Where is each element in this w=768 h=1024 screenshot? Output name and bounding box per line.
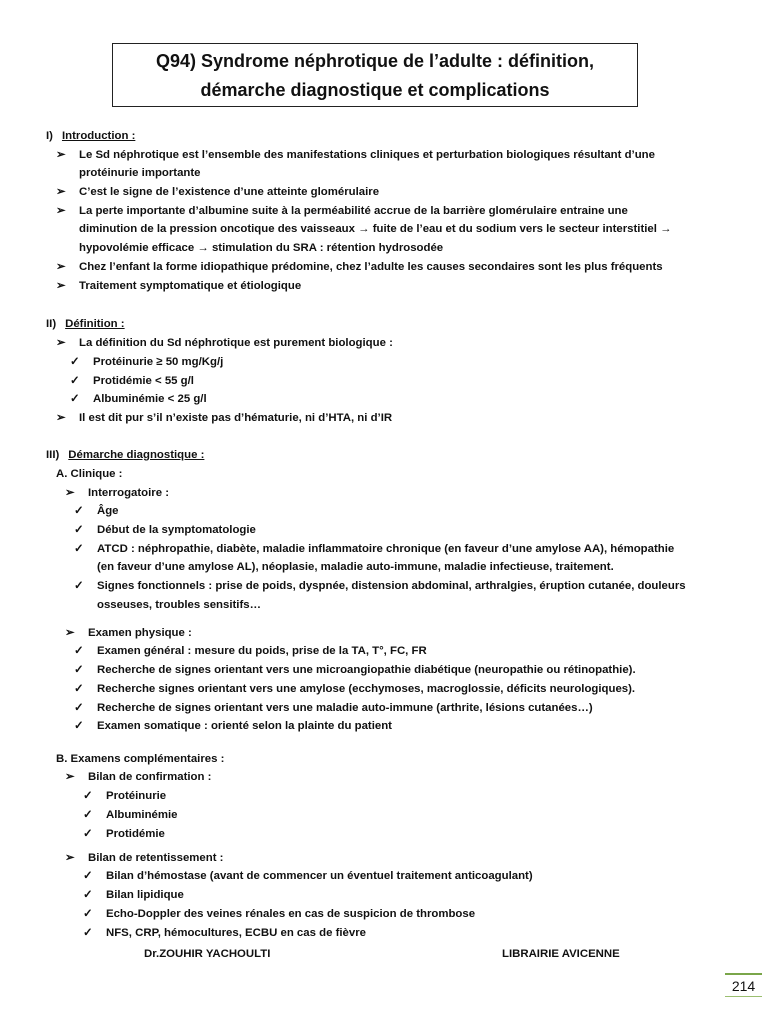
- checkmark-icon: ✓: [74, 664, 84, 676]
- document-title-line-1: Q94) Syndrome néphrotique de l’adulte : définition,: [155, 51, 595, 71]
- text-line: (en faveur d’une amylose AL), néoplasie, maladie auto-immune, maladie infectieuse, traitement.: [97, 561, 614, 573]
- item-text: ATCD : néphropathie, diabète, maladie inflammatoire chronique (en faveur d’une amylose AA), hémopathie: [97, 543, 675, 555]
- item-text: La perte importante d’albumine suite à la perméabilité accrue de la barrière glomérulaire entraine une: [79, 205, 628, 217]
- checkmark-icon: ✓: [70, 393, 80, 405]
- checkmark-icon: ✓: [74, 702, 84, 714]
- item-text: Bilan de confirmation :: [88, 771, 212, 783]
- item-text: Protéinurie: [106, 790, 167, 802]
- checkmark-icon: ✓: [83, 870, 93, 882]
- item-text: Recherche de signes orientant vers une microangiopathie diabétique (neuropathie ou rétinopathie).: [97, 664, 636, 676]
- item-text: Bilan lipidique: [106, 889, 184, 901]
- item-text: Âge: [97, 505, 119, 517]
- text-line: A. Clinique :: [56, 468, 123, 480]
- item-text: Protéinurie ≥ 50 mg/Kg/j: [93, 356, 224, 368]
- check-item: [74, 577, 686, 595]
- bullet-item: [65, 484, 169, 502]
- bullet-item: [56, 277, 301, 295]
- check-item: [70, 353, 223, 371]
- item-text: Interrogatoire :: [88, 487, 170, 499]
- checkmark-icon: ✓: [83, 790, 93, 802]
- bullet-item: [56, 409, 392, 427]
- arrow-bullet-icon: ➢: [56, 412, 66, 424]
- arrow-bullet-icon: ➢: [56, 149, 66, 161]
- section-title: Définition :: [65, 318, 125, 330]
- checkmark-icon: ✓: [74, 720, 84, 732]
- check-item: [83, 825, 165, 843]
- arrow-bullet-icon: ➢: [56, 205, 66, 217]
- check-item: [74, 502, 119, 520]
- check-item: [83, 924, 366, 942]
- checkmark-icon: ✓: [83, 927, 93, 939]
- item-text: Signes fonctionnels : prise de poids, dyspnée, distension abdominal, arthralgies, éruption cutanée, douleurs: [97, 580, 686, 592]
- item-text: Examen général : mesure du poids, prise de la TA, T°, FC, FR: [97, 645, 427, 657]
- section-heading: [46, 446, 204, 464]
- arrow-bullet-icon: ➢: [65, 852, 75, 864]
- check-item: [70, 372, 194, 390]
- section-title: Démarche diagnostique :: [68, 449, 205, 461]
- item-text: Protidémie < 55 g/l: [93, 375, 194, 387]
- check-item: [74, 699, 593, 717]
- footer-author: Dr.ZOUHIR YACHOULTI: [144, 948, 271, 960]
- title-box: [112, 43, 638, 107]
- section-heading: [46, 315, 125, 333]
- bullet-item: [56, 258, 663, 276]
- checkmark-icon: ✓: [74, 505, 84, 517]
- checkmark-icon: ✓: [83, 889, 93, 901]
- item-text: Albuminémie: [106, 809, 178, 821]
- item-text: Examen somatique : orienté selon la plainte du patient: [97, 720, 392, 732]
- item-text: La définition du Sd néphrotique est purement biologique :: [79, 337, 393, 349]
- item-text: C’est le signe de l’existence d’une atteinte glomérulaire: [79, 186, 380, 198]
- arrow-bullet-icon: ➢: [56, 186, 66, 198]
- bullet-item: [65, 849, 223, 867]
- item-text: Examen physique :: [88, 627, 192, 639]
- bullet-item: [56, 202, 628, 220]
- check-item: [83, 867, 533, 885]
- document-title-line-2: démarche diagnostique et complications: [200, 80, 550, 100]
- checkmark-icon: ✓: [83, 828, 93, 840]
- arrow-bullet-icon: ➢: [65, 627, 75, 639]
- arrow-bullet-icon: ➢: [65, 487, 75, 499]
- arrow-bullet-icon: ➢: [65, 771, 75, 783]
- check-item: [74, 642, 427, 660]
- item-text: Recherche de signes orientant vers une maladie auto-immune (arthrite, lésions cutanées…): [97, 702, 593, 714]
- item-text: Le Sd néphrotique est l’ensemble des manifestations cliniques et perturbation biologiques résultant d’une: [79, 149, 655, 161]
- arrow-bullet-icon: ➢: [56, 261, 66, 273]
- check-item: [74, 717, 392, 735]
- check-item: [74, 661, 636, 679]
- arrow-bullet-icon: ➢: [56, 280, 66, 292]
- item-text: Il est dit pur s’il n’existe pas d’hématurie, ni d’HTA, ni d’IR: [79, 412, 393, 424]
- section-number: III): [46, 449, 60, 461]
- section-title: Introduction :: [61, 130, 136, 142]
- item-text: Bilan d’hémostase (avant de commencer un éventuel traitement anticoagulant): [106, 870, 533, 882]
- bullet-item: [56, 334, 393, 352]
- item-text: NFS, CRP, hémocultures, ECBU en cas de fièvre: [106, 927, 366, 939]
- check-item: [83, 886, 184, 904]
- text-line: osseuses, troubles sensitifs…: [97, 599, 261, 611]
- check-item: [83, 806, 178, 824]
- check-item: [70, 390, 207, 408]
- item-text: Protidémie: [106, 828, 165, 840]
- item-text: Traitement symptomatique et étiologique: [79, 280, 302, 292]
- bullet-item: [56, 183, 379, 201]
- text-line: diminution de la pression oncotique des vaisseaux → fuite de l’eau et du sodium vers le secteur interstitiel →: [79, 223, 672, 235]
- checkmark-icon: ✓: [74, 580, 84, 592]
- item-text: Echo-Doppler des veines rénales en cas de suspicion de thrombose: [106, 908, 476, 920]
- check-item: [83, 787, 166, 805]
- section-number: II): [46, 318, 57, 330]
- page-number: 214: [725, 973, 762, 997]
- checkmark-icon: ✓: [74, 524, 84, 536]
- checkmark-icon: ✓: [70, 375, 80, 387]
- arrow-bullet-icon: ➢: [56, 337, 66, 349]
- checkmark-icon: ✓: [83, 809, 93, 821]
- item-text: Recherche signes orientant vers une amylose (ecchymoses, macroglossie, déficits neurologiques).: [97, 683, 636, 695]
- section-number: I): [46, 130, 53, 142]
- check-item: [83, 905, 475, 923]
- check-item: [74, 680, 635, 698]
- item-text: Chez l’enfant la forme idiopathique prédomine, chez l’adulte les causes secondaires sont les plus fréquents: [79, 261, 663, 273]
- checkmark-icon: ✓: [74, 543, 84, 555]
- check-item: [74, 540, 674, 558]
- section-heading: [46, 127, 135, 145]
- checkmark-icon: ✓: [83, 908, 93, 920]
- item-text: Début de la symptomatologie: [97, 524, 256, 536]
- text-line: protéinurie importante: [79, 167, 201, 179]
- text-line: B. Examens complémentaires :: [56, 753, 225, 765]
- item-text: Bilan de retentissement :: [88, 852, 224, 864]
- bullet-item: [65, 768, 211, 786]
- bullet-item: [56, 146, 655, 164]
- bullet-item: [65, 624, 192, 642]
- footer-publisher: LIBRAIRIE AVICENNE: [502, 948, 620, 960]
- check-item: [74, 521, 256, 539]
- item-text: Albuminémie < 25 g/l: [93, 393, 207, 405]
- text-line: hypovolémie efficace → stimulation du SRA : rétention hydrosodée: [79, 242, 444, 254]
- checkmark-icon: ✓: [74, 683, 84, 695]
- checkmark-icon: ✓: [70, 356, 80, 368]
- checkmark-icon: ✓: [74, 645, 84, 657]
